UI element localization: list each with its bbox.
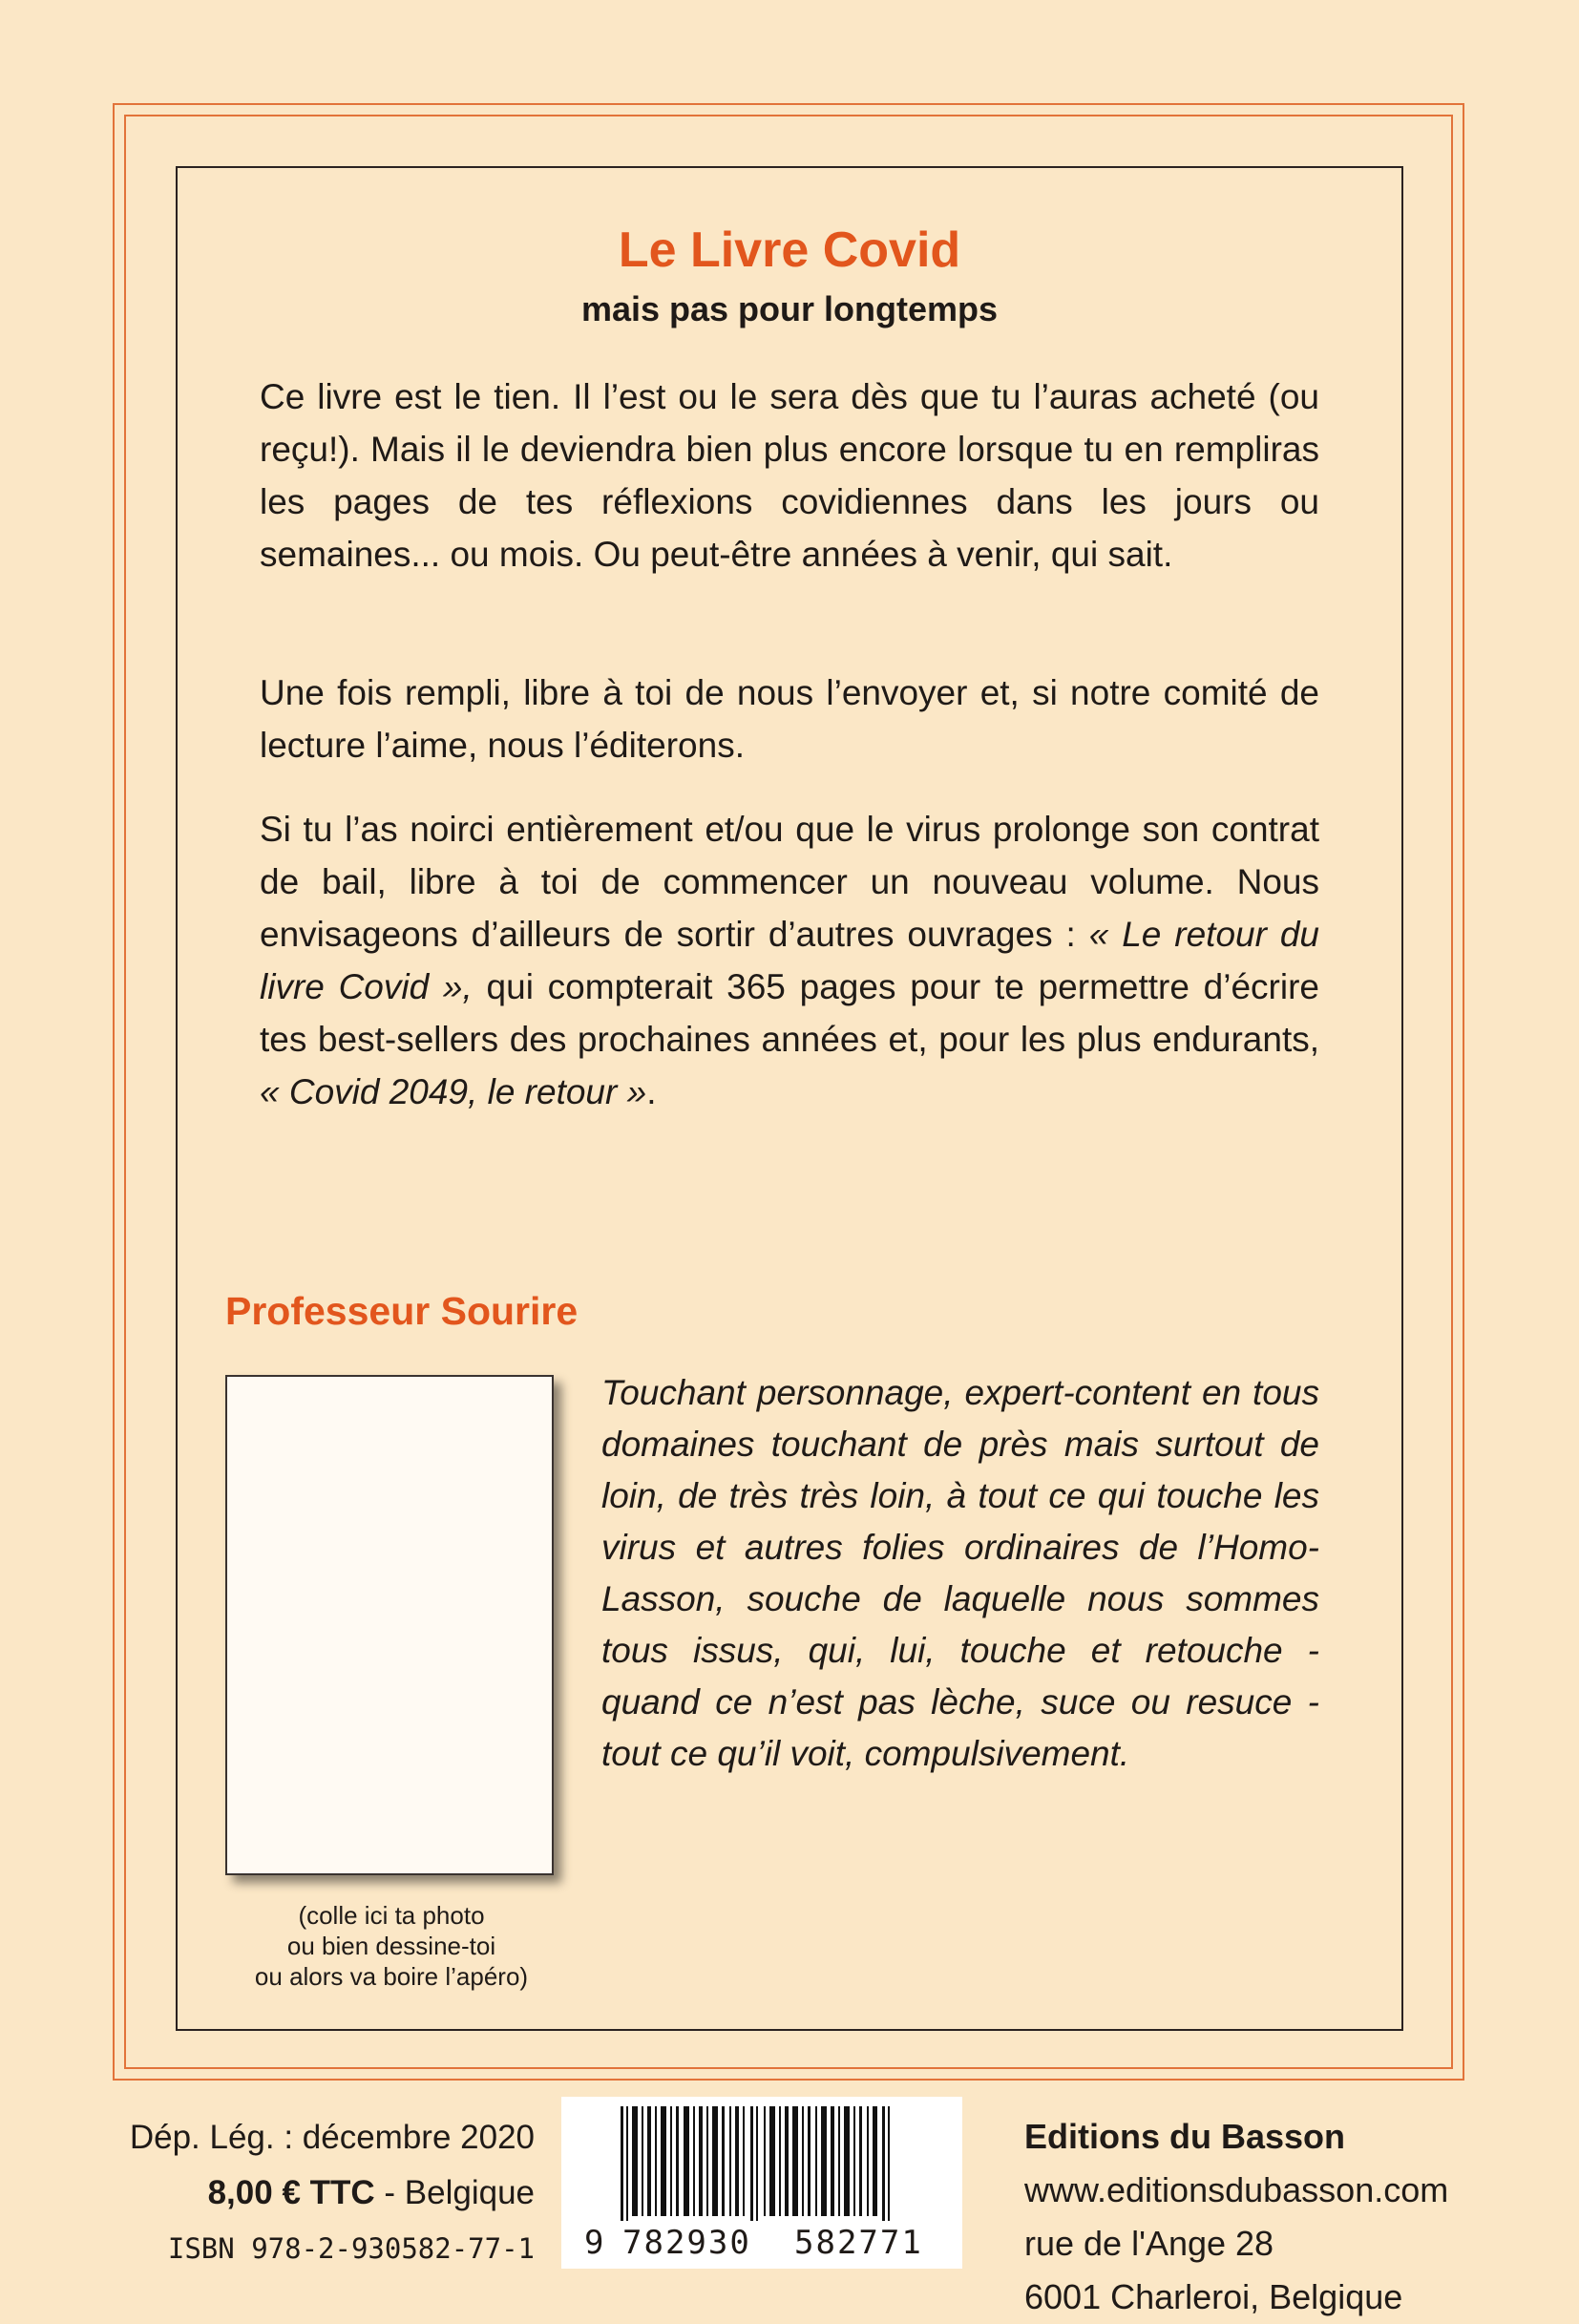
price-line: [76, 2166, 535, 2221]
photo-placeholder: [225, 1375, 554, 1875]
barcode-bars: [561, 2097, 962, 2221]
price: 8,00 € TTC: [207, 2174, 375, 2211]
paragraph-1-text: Ce livre est le tien. Il l’est ou le sera dès que tu l’auras acheté (ou reçu!). Mais il le deviendra bien plus encore lorsque tu en rempliras les pages de tes réflexions covidiennes dans les jours ou semaines... ou mois. Ou peut-être années à venir, qui sait.: [260, 377, 1319, 574]
footer-legal: [76, 2110, 535, 2276]
author-bio: Touchant personnage, expert-content en tous domaines touchant de près mais surtout de loin, de très très loin, à tout ce qui touche les virus et autres folies ordinaires de l’Homo-Lasson, souche de laquelle nous sommes tous issus, qui, lui, touche et retouche - quand ce n’est pas lèche, suce ou resuce - tout ce qu’il voit, compulsivement.: [601, 1373, 1319, 1773]
publisher-address-line-1: rue de l'Ange 28: [1024, 2224, 1274, 2263]
paragraph-2-text: Une fois rempli, libre à toi de nous l’envoyer et, si notre comité de lecture l’aime, nous l’éditerons.: [260, 673, 1319, 765]
book-subtitle: mais pas pour longtemps: [580, 289, 999, 328]
barcode-digits-left: 782930: [622, 2224, 751, 2262]
paragraph-3-part-c: qui compterait 365 pages pour te permettre d’écrire tes best-sellers des prochaines années et, pour les plus endurants,: [260, 967, 1319, 1059]
publisher-info: [1024, 2110, 1559, 2324]
photo-caption-line: ou alors va boire l’apéro): [254, 1962, 529, 1991]
photo-caption-line: (colle ici ta photo: [298, 1901, 485, 1930]
photo-caption: [191, 1900, 592, 1992]
isbn: ISBN 978-2-930582-77-1: [167, 2232, 535, 2265]
barcode-digit-first: 9: [584, 2224, 604, 2262]
price-suffix: - Belgique: [374, 2174, 535, 2211]
author-name: Professeur Sourire: [225, 1289, 579, 1333]
paragraph-3-title-1: « Le retour du livre Covid »,: [260, 915, 1319, 1006]
photo-caption-line: ou bien dessine-toi: [286, 1932, 496, 1960]
legal-deposit: Dép. Lég. : décembre 2020: [129, 2119, 535, 2156]
publisher-address-line-2: 6001 Charleroi, Belgique: [1024, 2277, 1403, 2316]
publisher-website: www.editionsdubasson.com: [1024, 2170, 1449, 2209]
book-title: Le Livre Covid: [618, 222, 961, 278]
publisher-name: Editions du Basson: [1024, 2117, 1346, 2156]
paragraph-3-text: [260, 803, 1319, 1118]
paragraph-1: [260, 370, 1319, 581]
barcode-digits-right: 582771: [794, 2224, 923, 2262]
paragraph-3-part-a: Si tu l’as noirci entièrement et/ou que le virus prolonge son contrat de bail, libre à toi de commencer un nouveau volume. Nous envisageons d’ailleurs de sortir d’autres ouvrages :: [260, 810, 1319, 954]
paragraph-3-title-2: « Covid 2049, le retour »: [260, 1072, 647, 1111]
paragraph-2: [260, 666, 1319, 771]
paragraph-3: [260, 803, 1319, 1118]
paragraph-3-part-e: .: [646, 1072, 657, 1111]
